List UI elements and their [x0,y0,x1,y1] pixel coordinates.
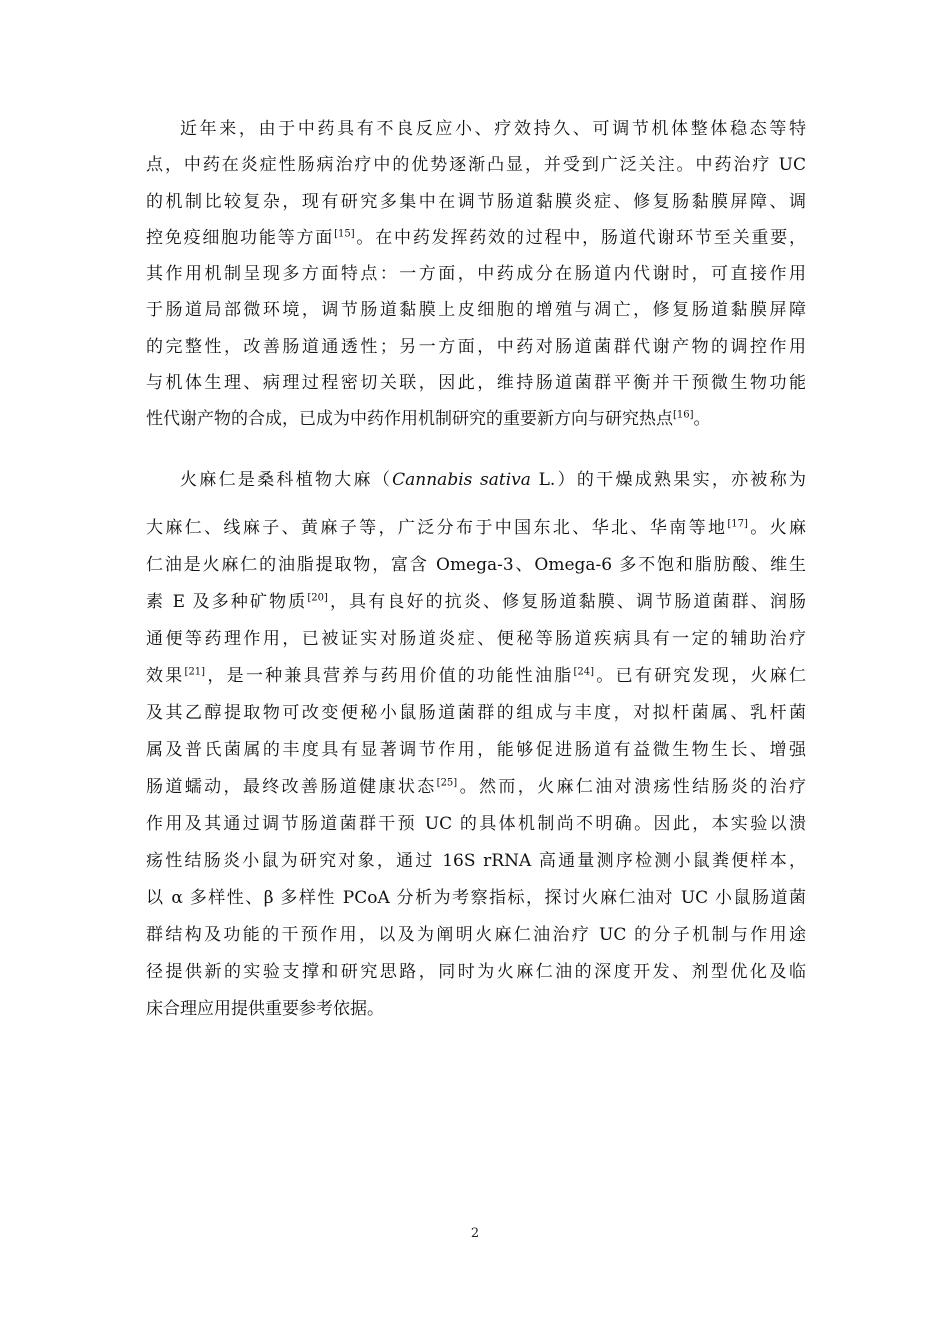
text-run: 与机体生理、病理过程密切关联，因此，维持肠道菌群平衡并干预微生物功能 [146,373,806,394]
text-run: ，是一种兼具营养与药用价值的功能性油脂 [205,666,574,686]
citation-ref: [24] [573,666,595,678]
page-number: 2 [470,1226,480,1241]
text-line [146,732,806,769]
text-run: 。已有研究发现，火麻仁 [594,666,806,686]
text-run: 其作用机制呈现多方面特点：一方面，中药成分在肠道内代谢时，可直接作用 [146,264,806,285]
text-run: 。然而，火麻仁油对溃疡性结肠炎的治疗 [457,777,806,797]
text-run: 素 E 及多种矿物质 [146,592,308,612]
text-line [146,147,806,183]
text-run: 。 [693,409,711,430]
text-line [146,621,806,658]
paragraph-2 [146,462,806,1028]
text-run: 近年来，由于中药具有不良反应小、疗效持久、可调节机体整体稳态等特 [180,119,806,139]
text-run: 径提供新的实验支撑和研究思路，同时为火麻仁油的深度开发、剂型优化及临 [146,962,806,982]
text-line [146,510,806,547]
text-line [146,256,806,292]
text-line [146,462,806,510]
text-line [146,584,806,621]
text-line [146,917,806,954]
text-line [146,292,806,328]
text-run: 床合理应用提供重要参考依据。 [146,999,384,1019]
text-run: 火麻仁是桑科植物大麻（ [180,470,393,490]
text-line [146,769,806,806]
text-run: 于肠道局部微环境，调节肠道黏膜上皮细胞的增殖与凋亡，修复肠道黏膜屏障 [146,300,806,321]
species-name: Cannabis sativa [392,470,531,490]
citation-ref: [25] [436,777,458,789]
text-run: 仁油是火麻仁的油脂提取物，富含 Omega-3、Omega-6 多不饱和脂肪酸、维生 [146,555,806,575]
citation-ref: [16] [673,409,694,421]
text-line [146,547,806,584]
citation-ref: [17] [727,518,748,530]
text-line [146,806,806,843]
citation-ref: [15] [334,228,355,240]
text-line [146,880,806,917]
text-run: 。火麻 [747,518,806,538]
text-run: 点，中药在炎症性肠病治疗中的优势逐渐凸显，并受到广泛关注。中药治疗 UC [146,155,806,176]
text-line [146,843,806,880]
text-run: 。在中药发挥药效的过程中，肠道代谢环节至关重要， [354,227,806,248]
text-line [146,329,806,365]
text-run: 及其乙醇提取物可改变便秘小鼠肠道菌群的组成与丰度，对拟杆菌属、乳杆菌 [146,703,806,723]
text-run: 以 α 多样性、β 多样性 PCoA 分析为考察指标，探讨火麻仁油对 UC 小鼠肠道菌 [146,888,806,908]
paragraph-1 [146,111,806,438]
text-run: 的完整性，改善肠道通透性；另一方面，中药对肠道菌群代谢产物的调控作用 [146,336,806,357]
text-run: L.）的干燥成熟果实，亦被称为 [530,470,806,490]
text-run: 性代谢产物的合成，已成为中药作用机制研究的重要新方向与研究热点 [146,409,673,430]
text-run: 控免疫细胞功能等方面 [146,227,335,248]
citation-ref: [20] [307,592,328,604]
text-run: 的机制比较复杂，现有研究多集中在调节肠道黏膜炎症、修复肠黏膜屏障、调 [146,191,806,212]
text-line [146,365,806,401]
text-line [146,220,806,256]
text-run: 通便等药理作用，已被证实对肠道炎症、便秘等肠道疾病具有一定的辅助治疗 [146,629,806,649]
text-run: 作用及其通过调节肠道菌群干预 UC 的具体机制尚不明确。因此，本实验以溃 [146,814,806,834]
text-line [146,184,806,220]
text-line [146,954,806,991]
text-line [146,991,806,1028]
text-run: 大麻仁、线麻子、黄麻子等，广泛分布于中国东北、华北、华南等地 [146,518,728,538]
text-line [146,401,806,437]
text-run: 属及普氏菌属的丰度具有显著调节作用，能够促进肠道有益微生物生长、增强 [146,740,806,760]
text-line [146,695,806,732]
text-line [146,658,806,695]
text-run: 肠道蠕动，最终改善肠道健康状态 [146,777,437,797]
text-run: 群结构及功能的干预作用，以及为阐明火麻仁油治疗 UC 的分子机制与作用途 [146,925,806,945]
citation-ref: [21] [184,666,206,678]
text-run: 疡性结肠炎小鼠为研究对象，通过 16S rRNA 高通量测序检测小鼠粪便样本， [146,851,806,871]
text-line [146,111,806,147]
text-run: ，具有良好的抗炎、修复肠道黏膜、调节肠道菌群、润肠 [327,592,806,612]
text-run: 效果 [146,666,185,686]
